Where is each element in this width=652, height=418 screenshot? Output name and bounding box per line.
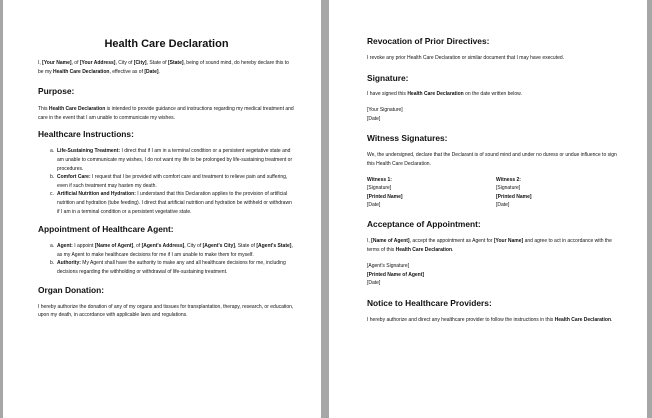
revocation-heading: Revocation of Prior Directives: xyxy=(367,36,490,46)
agent-signature-field: [Agent's Signature] xyxy=(367,263,410,270)
bold-text-run: Health Care Declaration xyxy=(395,246,453,253)
list-item xyxy=(50,259,295,276)
text-run: , being of sound mind, do hereby declare this to be my xyxy=(38,60,289,75)
text-run: . xyxy=(611,316,613,323)
acceptance-heading: Acceptance of Appointment: xyxy=(367,218,481,229)
list-item xyxy=(50,190,295,216)
signature-paragraph xyxy=(367,90,625,99)
witness-heading: Witness Signatures: xyxy=(367,133,448,144)
text-run: My Agent shall have the authority to make any and all healthcare decisions for me, including decisions regarding the withholding or withdrawal of life-sustaining treatment. xyxy=(57,260,286,275)
organ-donation-heading: Organ Donation: xyxy=(38,284,105,295)
bold-text-run: [Agent's State] xyxy=(256,243,292,250)
witness-2 xyxy=(496,176,625,210)
bold-text-run: Artificial Nutrition and Hydration: xyxy=(57,191,136,198)
list-marker: c. xyxy=(50,191,54,198)
bold-text-run: Health Care Declaration xyxy=(407,90,464,97)
witness-block xyxy=(367,176,625,210)
intro-paragraph xyxy=(38,59,295,76)
list-marker: b. xyxy=(50,260,55,267)
witness-2-label: Witness 2: xyxy=(496,176,521,183)
bold-text-run: [Agent's City] xyxy=(202,243,235,250)
revocation-paragraph xyxy=(367,54,625,63)
agent-date-field: [Date] xyxy=(367,280,381,287)
text-run: . xyxy=(452,246,454,253)
witness-1-label: Witness 1: xyxy=(367,176,392,183)
witness-1 xyxy=(367,176,496,210)
text-run: , State of xyxy=(234,243,257,250)
text-run: on the date written below. xyxy=(463,90,522,97)
witness-2-date: [Date] xyxy=(496,202,510,209)
witness-1-printed-name: [Printed Name] xyxy=(367,193,403,200)
instructions-list xyxy=(38,147,295,216)
witness-2-signature: [Signature] xyxy=(496,185,521,192)
bold-text-run: Life-Sustaining Treatment: xyxy=(57,148,121,155)
signature-date-field: [Date] xyxy=(367,115,381,122)
text-run: , accept the appointment as Agent for xyxy=(409,237,494,244)
witness-1-signature: [Signature] xyxy=(367,185,392,192)
bold-text-run: Health Care Declaration xyxy=(53,68,110,75)
notice-heading: Notice to Healthcare Providers: xyxy=(367,297,492,308)
bold-text-run: Health Care Declaration xyxy=(48,106,106,113)
document-page-1 xyxy=(3,0,321,418)
list-item xyxy=(50,147,295,173)
bold-text-run: [Agent's Address] xyxy=(141,243,185,250)
text-run: , of xyxy=(71,60,80,66)
text-run: I hereby authorize and direct any healthcare provider to follow the instructions in this xyxy=(367,316,555,323)
list-item xyxy=(50,242,295,259)
agent-list xyxy=(38,242,295,276)
your-signature-field: [Your Signature] xyxy=(367,107,403,114)
text-run: . xyxy=(158,68,160,75)
text-run: , effective as of xyxy=(109,68,145,75)
text-run: , City of xyxy=(115,60,134,66)
witness-2-printed-name: [Printed Name] xyxy=(496,193,532,200)
purpose-heading: Purpose: xyxy=(38,86,75,97)
bold-text-run: Agent: xyxy=(57,243,73,250)
text-run: I have signed this xyxy=(367,90,408,97)
organ-donation-paragraph xyxy=(38,303,295,320)
bold-text-run: [Name of Agent] xyxy=(94,243,134,250)
agent-printed-name-field: [Printed Name of Agent] xyxy=(367,271,425,278)
text-run: I revoke any prior Health Care Declaration or similar document that I may have executed. xyxy=(367,55,565,61)
text-run: I request that I be provided with comfort care and treatment to relieve pain and suffering, even if such treatment may hasten my death. xyxy=(57,174,288,189)
acceptance-paragraph xyxy=(367,237,625,254)
signature-heading: Signature: xyxy=(367,72,409,83)
bold-text-run: [Your Name] xyxy=(493,237,524,244)
text-run: I, xyxy=(38,60,43,66)
instructions-heading: Healthcare Instructions: xyxy=(38,129,134,140)
text-run: I appoint xyxy=(72,243,95,250)
bold-text-run: [Your Name] xyxy=(42,60,72,66)
text-run: , as my Agent to make healthcare decisions for me if I am unable to make them for myself. xyxy=(57,243,293,258)
witness-1-date: [Date] xyxy=(367,202,381,209)
bold-text-run: [State] xyxy=(167,60,184,66)
text-run: , City of xyxy=(184,243,203,250)
text-run: and agree to act in accordance with the terms of this xyxy=(367,237,612,253)
document-page-2 xyxy=(329,0,647,418)
document-title: Health Care Declaration xyxy=(104,38,229,50)
list-marker: a. xyxy=(50,148,55,155)
list-marker: b. xyxy=(50,174,55,181)
bold-text-run: [Name of Agent] xyxy=(371,237,410,244)
bold-text-run: Health Care Declaration xyxy=(554,316,612,323)
text-run: I hereby authorize the donation of any of my organs and tissues for transplantation, therapy, research, or education, upon my death, in accordance with applicable laws and regulations. xyxy=(38,303,294,319)
witness-paragraph xyxy=(367,151,625,168)
list-marker: a. xyxy=(50,243,55,250)
notice-paragraph xyxy=(367,316,625,325)
bold-text-run: Comfort Care: xyxy=(57,174,91,181)
agent-heading: Appointment of Healthcare Agent: xyxy=(38,224,174,235)
text-run: I understand that this Declaration applies to the provision of artificial nutrition and hydration (tube feeding). I direct that artificial nutrition and hydration be withheld or withdrawn if I am in a terminal condition or a persistent vegetative state. xyxy=(57,191,292,215)
bold-text-run: [Date] xyxy=(144,68,159,75)
text-run: I direct that if I am in a terminal condition or a persistent vegetative state and am unable to communicate my wishes, I do not want my life to be prolonged by life-sustaining treatment or procedures. xyxy=(57,148,293,172)
text-run: This xyxy=(38,106,49,113)
bold-text-run: Authority: xyxy=(57,260,81,267)
text-run: I, xyxy=(367,237,372,244)
bold-text-run: [City] xyxy=(133,60,147,66)
list-item xyxy=(50,173,295,190)
text-run: , State of xyxy=(146,60,168,66)
text-run: We, the undersigned, declare that the Declarant is of sound mind and under no duress or undue influence to sign this Health Care Declaration. xyxy=(367,152,617,167)
bold-text-run: [Your Address] xyxy=(79,60,116,66)
purpose-paragraph xyxy=(38,105,295,122)
text-run: is intended to provide guidance and instructions regarding my medical treatment and care in the event that I am unable to communicate my wishes. xyxy=(38,106,294,121)
text-run: , of xyxy=(133,243,142,250)
